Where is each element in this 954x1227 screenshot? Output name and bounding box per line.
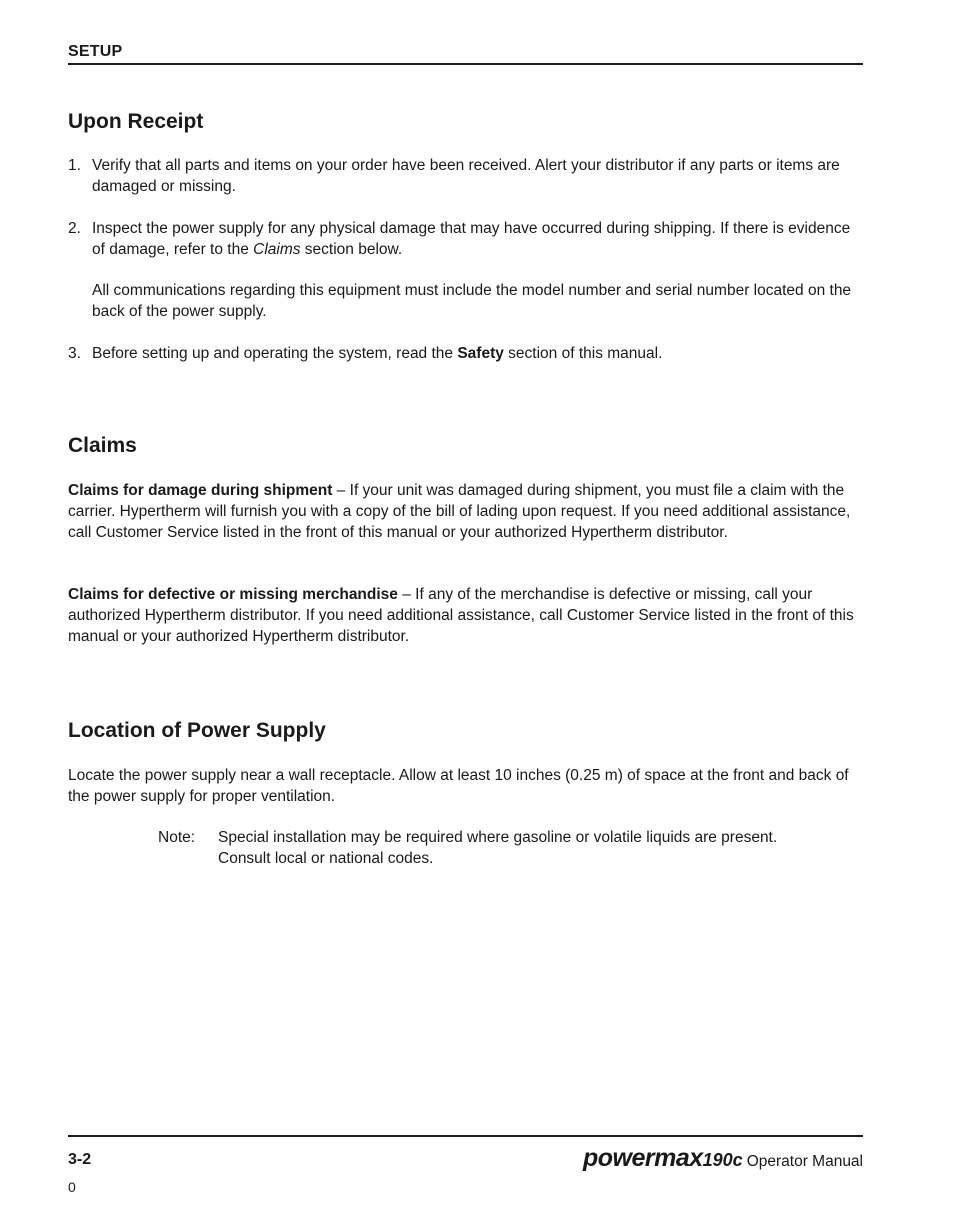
upon-receipt-title: Upon Receipt [68,110,204,133]
list-item-text-part: Before setting up and operating the system, read the [92,345,458,362]
claims-defective-text: – If any of the merchandise is defective or missing, call your authorized Hypertherm distributor. If you need additional assistance, call Customer Service listed in the front of this manual or your authorized Hypertherm distributor. [68,586,854,645]
claims-damage-paragraph [68,480,863,543]
list-item-text-part: section below. [300,241,403,258]
brand-model: 190c [702,1150,743,1170]
footer-brand [583,1144,863,1173]
location-title: Location of Power Supply [68,719,326,742]
list-item-text [92,343,863,364]
list-item-number: 2. [68,220,81,237]
list-item-number: 1. [68,157,81,174]
note-text: Special installation may be required where gasoline or volatile liquids are present. Consult local or national codes. [218,829,778,867]
claims-title: Claims [68,434,137,457]
list-item-text-part: section of this manual. [503,345,663,362]
brand-logo: powermax [582,1144,703,1172]
note-label: Note: [158,829,196,846]
claims-damage-lead: Claims for damage during shipment [68,482,333,499]
list-item-text-part: Inspect the power supply for any physical damage that may have occurred during shipping. If there is evidence of damage, refer to the [92,220,851,258]
location-paragraph: Locate the power supply near a wall receptacle. Allow at least 10 inches (0.25 m) of space at the front and back of the power supply for proper ventilation. [68,767,849,805]
page-number: 3-2 [68,1151,92,1168]
list-item-followup-text: All communications regarding this equipment must include the model number and serial number located on the back of the power supply. [92,282,852,320]
list-item-text [92,218,863,260]
section-header-label: SETUP [68,43,123,60]
footer-divider [68,1135,863,1137]
document-name: Operator Manual [746,1153,863,1170]
claims-reference: Claims [253,241,301,258]
claims-defective-lead: Claims for defective or missing merchandise [68,586,398,603]
header-divider [68,63,863,65]
list-item-number: 3. [68,345,81,362]
revision-number: 0 [68,1179,76,1195]
claims-defective-paragraph [68,584,863,647]
claims-damage-text: – If your unit was damaged during shipment, you must file a claim with the carrier. Hypertherm will furnish you with a copy of the bill of lading upon request. If you need additional assistance, call Customer Service listed in the front of this manual or your authorized Hypertherm distributor. [68,482,851,541]
safety-reference: Safety [457,345,504,362]
list-item-text: Verify that all parts and items on your order have been received. Alert your distributor if any parts or items are damaged or missing. [92,157,840,195]
